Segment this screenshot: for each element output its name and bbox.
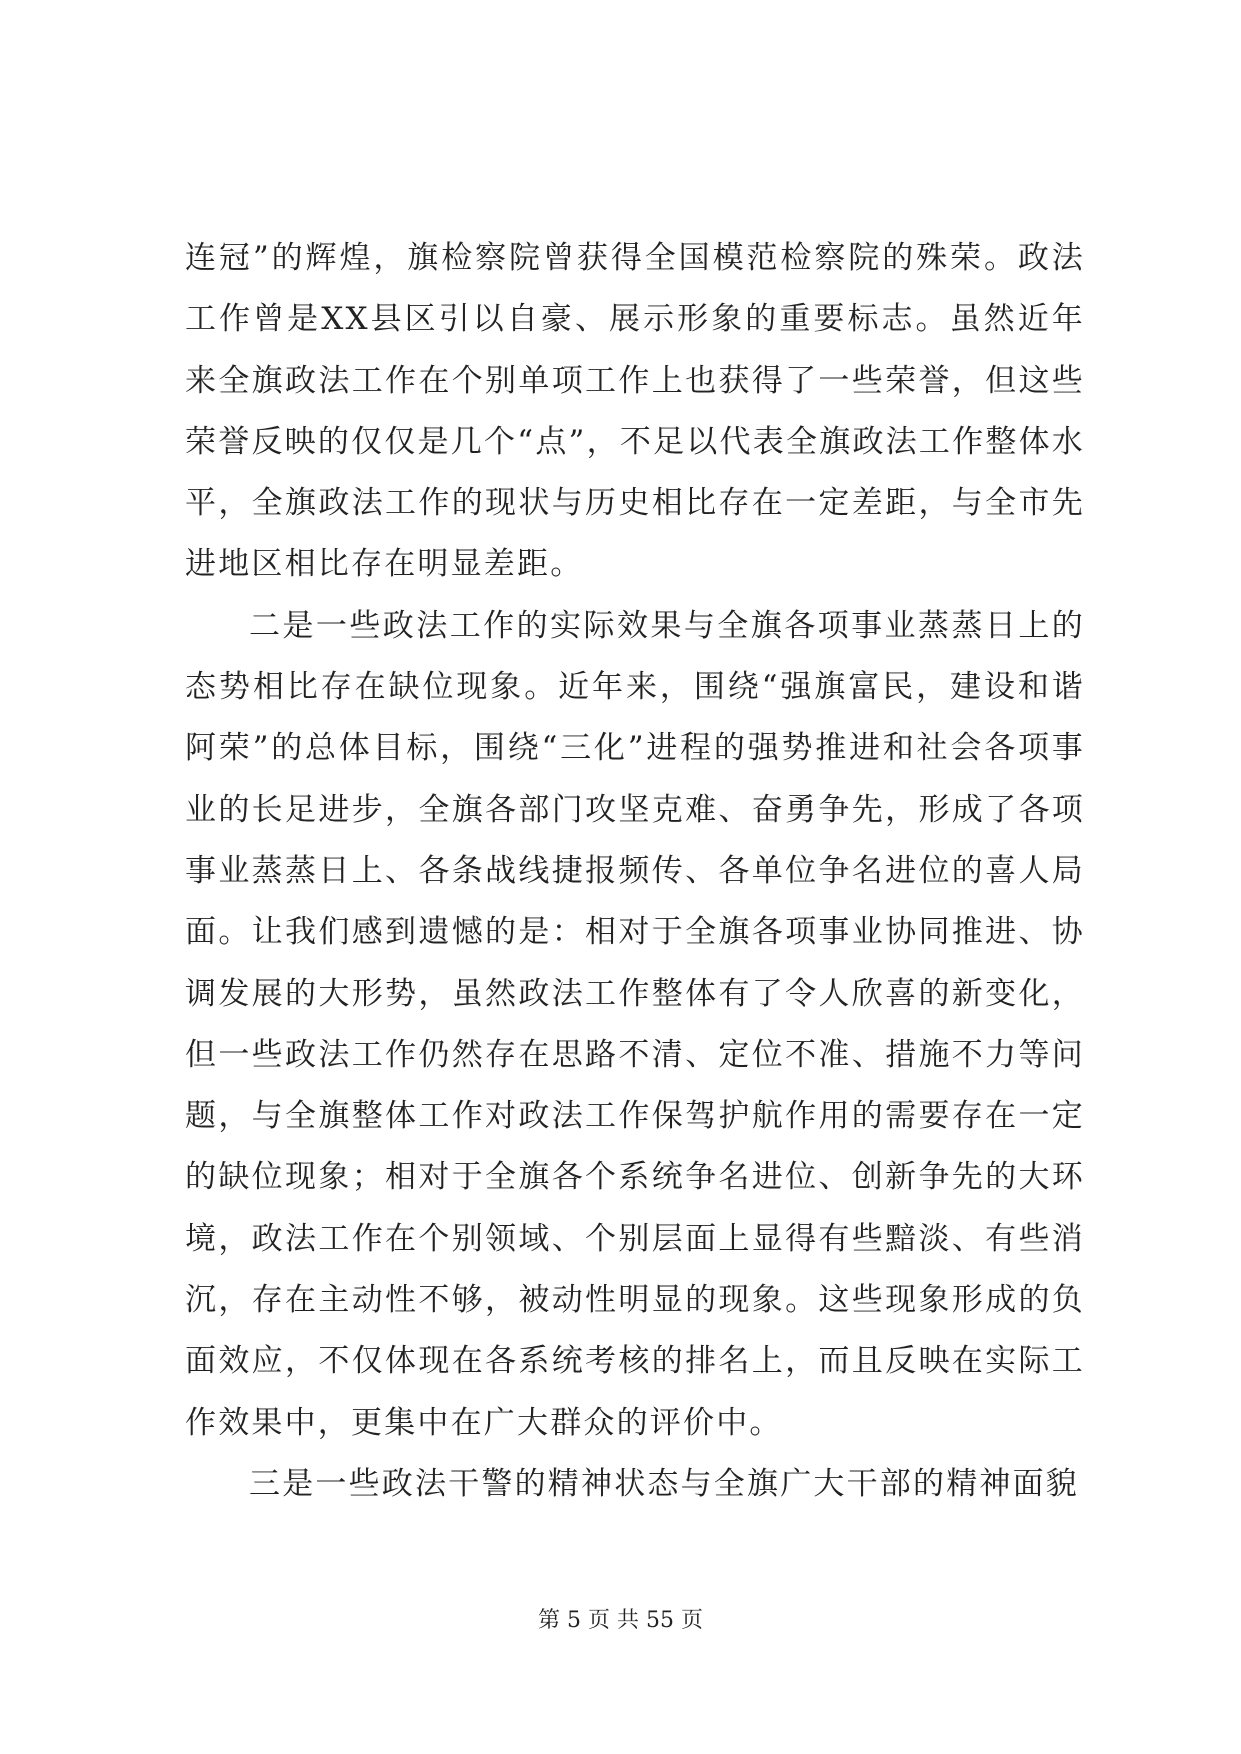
paragraph-3: 三是一些政法干警的精神状态与全旗广大干部的精神面貌: [249, 1465, 1079, 1502]
body-text: [185, 228, 1085, 1515]
paragraph-2: 二是一些政法工作的实际效果与全旗各项事业蒸蒸日上的态势相比存在缺位现象。近年来，围绕“强旗富民，建设和谐阿荣”的总体目标，围绕“三化”进程的强势推进和社会各项事业的长足进步，全旗各部门攻坚克难、奋勇争先，形成了各项事业蒸蒸日上、各条战线捷报频传、各单位争名进位的喜人局面。让我们感到遗憾的是：相对于全旗各项事业协同推进、协调发展的大形势，虽然政法工作整体有了令人欣喜的新变化，但一些政法工作仍然存在思路不清、定位不准、措施不力等问题，与全旗整体工作对政法工作保驾护航作用的需要存在一定的缺位现象；相对于全旗各个系统争名进位、创新争先的大环境，政法工作在个别领域、个别层面上显得有些黯淡、有些消沉，存在主动性不够，被动性明显的现象。这些现象形成的负面效应，不仅体现在各系统考核的排名上，而且反映在实际工作效果中，更集中在广大群众的评价中。: [185, 607, 1085, 1441]
paragraph-1: 连冠”的辉煌，旗检察院曾获得全国模范检察院的殊荣。政法工作曾是XX县区引以自豪、展示形象的重要标志。虽然近年来全旗政法工作在个别单项工作上也获得了一些荣誉，但这些荣誉反映的仅仅是几个“点”，不足以代表全旗政法工作整体水平，全旗政法工作的现状与历史相比存在一定差距，与全市先进地区相比存在明显差距。: [185, 240, 1085, 583]
page-number-footer: 第 5 页 共 55 页: [538, 1608, 703, 1633]
